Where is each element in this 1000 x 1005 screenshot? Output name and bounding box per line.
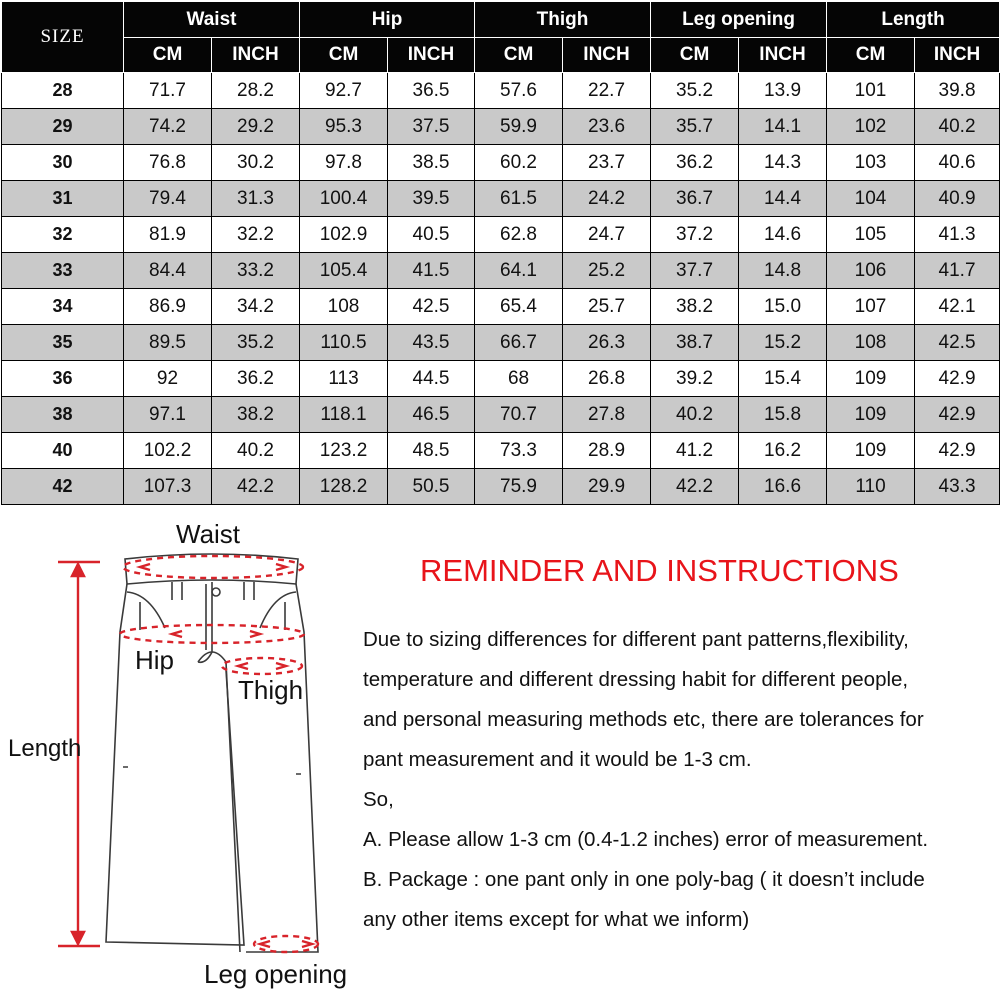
size-column-header: SIZE: [2, 2, 124, 73]
unit-header-cm: CM: [300, 38, 388, 73]
table-row: [2, 289, 1000, 325]
unit-header-inch: INCH: [915, 38, 1000, 73]
measurement-cell: 109: [827, 397, 915, 433]
measurement-cell: 28.9: [563, 433, 651, 469]
measurement-cell: 61.5: [475, 181, 563, 217]
measurement-cell: 24.2: [563, 181, 651, 217]
size-chart-table: [1, 1, 1000, 505]
measurement-cell: 38.2: [651, 289, 739, 325]
measurement-cell: 84.4: [124, 253, 212, 289]
measurement-cell: 41.7: [915, 253, 1000, 289]
measurement-cell: 15.0: [739, 289, 827, 325]
thigh-header: Thigh: [475, 2, 651, 38]
measurement-cell: 39.5: [388, 181, 475, 217]
instruction-line: So,: [363, 788, 394, 811]
unit-header-cm: CM: [475, 38, 563, 73]
table-row: [2, 73, 1000, 109]
measurement-cell: 31.3: [212, 181, 300, 217]
instructions-text: [363, 620, 1000, 940]
instruction-line: temperature and different dressing habit for different people,: [363, 668, 909, 691]
measurement-cell: 16.6: [739, 469, 827, 505]
table-row: [2, 325, 1000, 361]
measurement-cell: 40.6: [915, 145, 1000, 181]
measurement-cell: 101: [827, 73, 915, 109]
table-row: [2, 181, 1000, 217]
measurement-cell: 42.5: [388, 289, 475, 325]
unit-header-inch: INCH: [563, 38, 651, 73]
measurement-cell: 14.6: [739, 217, 827, 253]
measurement-cell: 35.2: [651, 73, 739, 109]
size-cell: 29: [2, 109, 124, 145]
measurement-cell: 89.5: [124, 325, 212, 361]
measurement-markers: [58, 556, 318, 952]
measurement-cell: 16.2: [739, 433, 827, 469]
measurement-cell: 23.7: [563, 145, 651, 181]
unit-header-cm: CM: [651, 38, 739, 73]
measurement-cell: 37.2: [651, 217, 739, 253]
measurement-cell: 104: [827, 181, 915, 217]
measurement-cell: 102.2: [124, 433, 212, 469]
pants-outline: [106, 554, 318, 952]
size-cell: 28: [2, 73, 124, 109]
reminder-title: REMINDER AND INSTRUCTIONS: [420, 553, 899, 588]
leg-opening-header: Leg opening: [651, 2, 827, 38]
measurement-cell: 40.2: [212, 433, 300, 469]
measurement-cell: 35.2: [212, 325, 300, 361]
measurement-cell: 23.6: [563, 109, 651, 145]
measurement-cell: 106: [827, 253, 915, 289]
measurement-cell: 39.8: [915, 73, 1000, 109]
measurement-cell: 13.9: [739, 73, 827, 109]
measurement-cell: 76.8: [124, 145, 212, 181]
instruction-line: A. Please allow 1-3 cm (0.4-1.2 inches) error of measurement.: [363, 828, 929, 851]
pants-measurement-diagram: [0, 512, 370, 1000]
measurement-cell: 113: [300, 361, 388, 397]
measurement-cell: 37.7: [651, 253, 739, 289]
waist-header: Waist: [124, 2, 300, 38]
measurement-cell: 14.1: [739, 109, 827, 145]
instruction-line: and personal measuring methods etc, there are tolerances for: [363, 708, 924, 731]
size-cell: 30: [2, 145, 124, 181]
measurement-cell: 38.2: [212, 397, 300, 433]
measurement-cell: 25.7: [563, 289, 651, 325]
measurement-cell: 42.2: [212, 469, 300, 505]
measurement-cell: 36.2: [651, 145, 739, 181]
measurement-cell: 36.2: [212, 361, 300, 397]
measurement-cell: 38.5: [388, 145, 475, 181]
measurement-cell: 42.9: [915, 397, 1000, 433]
measurement-cell: 26.8: [563, 361, 651, 397]
measurement-cell: 14.4: [739, 181, 827, 217]
measurement-cell: 92: [124, 361, 212, 397]
measurement-cell: 48.5: [388, 433, 475, 469]
measurement-cell: 108: [300, 289, 388, 325]
measurement-cell: 118.1: [300, 397, 388, 433]
table-row: [2, 253, 1000, 289]
measurement-cell: 42.9: [915, 433, 1000, 469]
measurement-cell: 42.5: [915, 325, 1000, 361]
measurement-cell: 105: [827, 217, 915, 253]
measurement-cell: 36.7: [651, 181, 739, 217]
measurement-cell: 30.2: [212, 145, 300, 181]
table-row: [2, 145, 1000, 181]
measurement-cell: 60.2: [475, 145, 563, 181]
hip-header: Hip: [300, 2, 475, 38]
measurement-cell: 68: [475, 361, 563, 397]
measurement-cell: 102: [827, 109, 915, 145]
measurement-cell: 86.9: [124, 289, 212, 325]
measurement-cell: 43.5: [388, 325, 475, 361]
measurement-cell: 42.2: [651, 469, 739, 505]
measurement-cell: 109: [827, 433, 915, 469]
measurement-cell: 32.2: [212, 217, 300, 253]
measurement-cell: 110: [827, 469, 915, 505]
measurement-cell: 128.2: [300, 469, 388, 505]
measurement-cell: 108: [827, 325, 915, 361]
instruction-line: Due to sizing differences for different pant patterns,flexibility,: [363, 628, 909, 651]
measurement-cell: 73.3: [475, 433, 563, 469]
measurement-cell: 75.9: [475, 469, 563, 505]
unit-header-inch: INCH: [739, 38, 827, 73]
measurement-cell: 74.2: [124, 109, 212, 145]
table-row: [2, 361, 1000, 397]
size-cell: 38: [2, 397, 124, 433]
measurement-cell: 40.2: [651, 397, 739, 433]
size-cell: 36: [2, 361, 124, 397]
unit-header-inch: INCH: [212, 38, 300, 73]
instruction-line: B. Package : one pant only in one poly-bag ( it doesn’t include: [363, 868, 925, 891]
measurement-cell: 15.2: [739, 325, 827, 361]
table-row: [2, 397, 1000, 433]
measurement-cell: 110.5: [300, 325, 388, 361]
measurement-cell: 29.9: [563, 469, 651, 505]
measurement-cell: 40.5: [388, 217, 475, 253]
measurement-cell: 35.7: [651, 109, 739, 145]
measurement-cell: 40.2: [915, 109, 1000, 145]
measurement-cell: 38.7: [651, 325, 739, 361]
measurement-cell: 14.3: [739, 145, 827, 181]
measurement-cell: 65.4: [475, 289, 563, 325]
size-table-body: [2, 73, 1000, 505]
measurement-cell: 39.2: [651, 361, 739, 397]
measurement-cell: 27.8: [563, 397, 651, 433]
measurement-cell: 70.7: [475, 397, 563, 433]
measurement-cell: 22.7: [563, 73, 651, 109]
instruction-line: pant measurement and it would be 1-3 cm.: [363, 748, 752, 771]
measurement-cell: 15.4: [739, 361, 827, 397]
measurement-cell: 46.5: [388, 397, 475, 433]
measurement-cell: 43.3: [915, 469, 1000, 505]
measurement-cell: 24.7: [563, 217, 651, 253]
measurement-cell: 95.3: [300, 109, 388, 145]
measurement-cell: 103: [827, 145, 915, 181]
size-cell: 42: [2, 469, 124, 505]
measurement-cell: 66.7: [475, 325, 563, 361]
measurement-cell: 41.2: [651, 433, 739, 469]
table-row: [2, 469, 1000, 505]
measurement-cell: 33.2: [212, 253, 300, 289]
measurement-cell: 123.2: [300, 433, 388, 469]
measurement-cell: 105.4: [300, 253, 388, 289]
measurement-cell: 62.8: [475, 217, 563, 253]
waist-label: Waist: [176, 519, 241, 549]
measurement-cell: 59.9: [475, 109, 563, 145]
measurement-cell: 40.9: [915, 181, 1000, 217]
size-cell: 33: [2, 253, 124, 289]
measurement-cell: 107: [827, 289, 915, 325]
measurement-cell: 41.3: [915, 217, 1000, 253]
measurement-cell: 37.5: [388, 109, 475, 145]
measurement-cell: 41.5: [388, 253, 475, 289]
size-cell: 40: [2, 433, 124, 469]
measurement-cell: 34.2: [212, 289, 300, 325]
measurement-cell: 26.3: [563, 325, 651, 361]
measurement-cell: 28.2: [212, 73, 300, 109]
measurement-cell: 71.7: [124, 73, 212, 109]
measurement-cell: 97.8: [300, 145, 388, 181]
table-row: [2, 109, 1000, 145]
measurement-cell: 97.1: [124, 397, 212, 433]
measurement-cell: 81.9: [124, 217, 212, 253]
measurement-cell: 57.6: [475, 73, 563, 109]
measurement-cell: 92.7: [300, 73, 388, 109]
table-row: [2, 217, 1000, 253]
measurement-cell: 107.3: [124, 469, 212, 505]
size-cell: 34: [2, 289, 124, 325]
measurement-cell: 36.5: [388, 73, 475, 109]
measurement-cell: 42.9: [915, 361, 1000, 397]
instruction-line: any other items except for what we inform): [363, 908, 750, 931]
size-cell: 32: [2, 217, 124, 253]
measurement-cell: 44.5: [388, 361, 475, 397]
measurement-cell: 100.4: [300, 181, 388, 217]
unit-header-cm: CM: [124, 38, 212, 73]
thigh-label: Thigh: [238, 675, 304, 705]
length-label: Length: [8, 735, 82, 762]
measurement-cell: 25.2: [563, 253, 651, 289]
measurement-cell: 50.5: [388, 469, 475, 505]
length-header: Length: [827, 2, 1000, 38]
measurement-cell: 29.2: [212, 109, 300, 145]
hip-label: Hip: [135, 645, 175, 675]
measurement-cell: 15.8: [739, 397, 827, 433]
measurement-cell: 64.1: [475, 253, 563, 289]
measurement-cell: 102.9: [300, 217, 388, 253]
size-cell: 35: [2, 325, 124, 361]
table-row: [2, 433, 1000, 469]
measurement-cell: 42.1: [915, 289, 1000, 325]
measurement-cell: 79.4: [124, 181, 212, 217]
size-cell: 31: [2, 181, 124, 217]
leg-opening-label: Leg opening: [204, 959, 348, 989]
measurement-cell: 109: [827, 361, 915, 397]
measurement-cell: 14.8: [739, 253, 827, 289]
unit-header-inch: INCH: [388, 38, 475, 73]
unit-header-cm: CM: [827, 38, 915, 73]
